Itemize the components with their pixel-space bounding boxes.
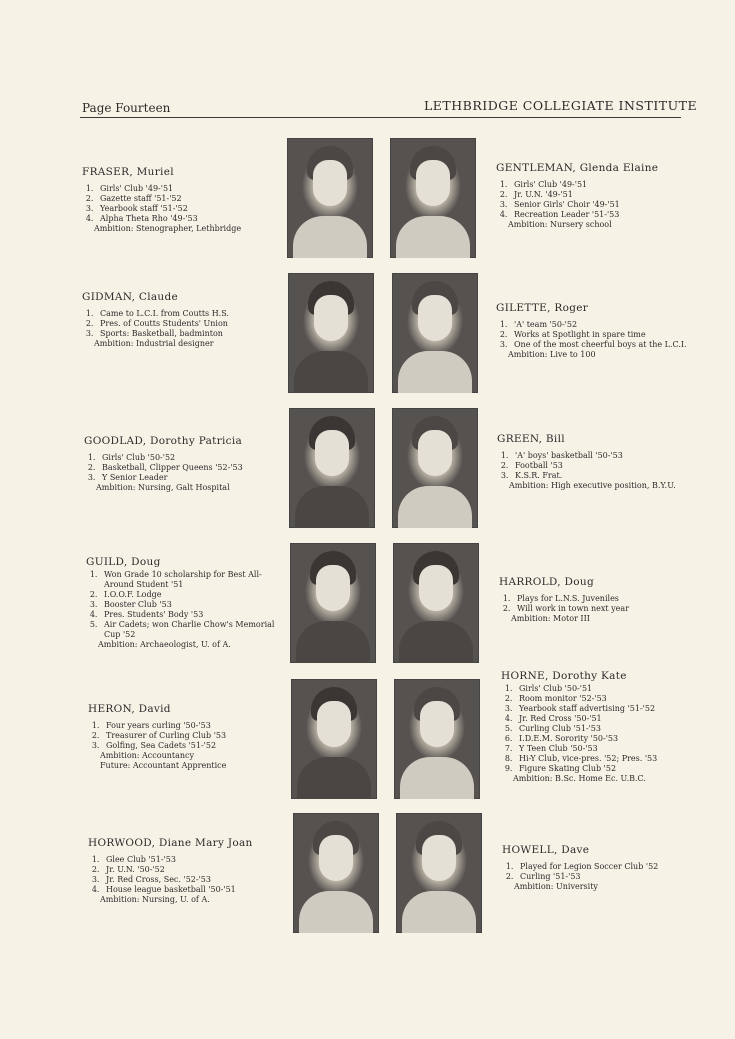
activity-item: 1. Won Grade 10 scholarship for Best All-Around Student '51 [100, 570, 284, 590]
student-portrait [289, 408, 375, 528]
student-name: HORWOOD, Diane Mary Joan [88, 837, 253, 849]
activity-item: 1. Glee Club '51-'53 [102, 855, 288, 865]
activity-item: 2. Jr. U.N. '50-'52 [102, 865, 288, 875]
activity-item: 2. Works at Spotlight in spare time [510, 330, 696, 340]
student-entry [82, 291, 282, 349]
student-name: GENTLEMAN, Glenda Elaine [496, 162, 659, 174]
student-entry [84, 435, 284, 493]
ambition: Ambition: B.Sc. Home Ec. U.B.C. [513, 774, 646, 783]
activity-item: 4. Alpha Theta Rho '49-'53 [96, 214, 282, 224]
activity-item: 7. Y Teen Club '50-'53 [515, 744, 701, 754]
activity-item: 3. Sports: Basketball, badminton [96, 329, 282, 339]
student-portrait [394, 679, 480, 799]
activity-item: 3. Senior Girls' Choir '49-'51 [510, 200, 696, 210]
activity-item: 4. House league basketball '50-'51 [102, 885, 288, 895]
activity-item: 8. Hi-Y Club, vice-pres. '52; Pres. '53 [515, 754, 701, 764]
activity-item: 2. I.O.O.F. Lodge [100, 590, 284, 600]
student-name: GREEN, Bill [497, 433, 565, 445]
student-name: HORNE, Dorothy Kate [501, 670, 627, 682]
ambition: Ambition: University [514, 882, 598, 891]
student-entry [501, 670, 701, 784]
activity-item: 2. Jr. U.N. '49-'51 [510, 190, 696, 200]
student-name: HARROLD, Doug [499, 576, 594, 588]
activity-item: 4. Pres. Students' Body '53 [100, 610, 284, 620]
student-portrait [392, 273, 478, 393]
ambition: Ambition: Nursing, U. of A. [100, 895, 210, 904]
student-entry [88, 837, 288, 905]
student-portrait [288, 273, 374, 393]
student-name: GILETTE, Roger [496, 302, 589, 314]
student-name: FRASER, Muriel [82, 166, 174, 178]
activity-item: 3. Y Senior Leader [98, 473, 284, 483]
activity-item: 1. Girls' Club '50-'51 [515, 684, 701, 694]
activity-item: 1. Played for Legion Soccer Club '52 [516, 862, 702, 872]
student-entry [497, 433, 697, 491]
ambition: Ambition: Stenographer, Lethbridge [94, 224, 242, 233]
activity-item: 9. Figure Skating Club '52 [515, 764, 701, 774]
student-entry [88, 703, 288, 771]
activity-item: 2. Pres. of Coutts Students' Union [96, 319, 282, 329]
ambition: Ambition: Motor III [511, 614, 590, 623]
activity-item: 3. Yearbook staff advertising '51-'52 [515, 704, 701, 714]
activity-item: 1. Came to L.C.I. from Coutts H.S. [96, 309, 282, 319]
student-entry [82, 166, 282, 234]
activity-item: 3. Golfing, Sea Cadets '51-'52 [102, 741, 288, 751]
activity-item: 3. Jr. Red Cross, Sec. '52-'53 [102, 875, 288, 885]
ambition: Ambition: Nursing, Galt Hospital [96, 483, 230, 492]
activity-item: 2. Will work in town next year [513, 604, 699, 614]
activity-item: 5. Curling Club '51-'53 [515, 724, 701, 734]
ambition: Ambition: Accountancy [100, 751, 195, 760]
activity-item: 2. Room monitor '52-'53 [515, 694, 701, 704]
future-plan: Future: Accountant Apprentice [100, 761, 227, 770]
activity-item: 2. Football '53 [511, 461, 697, 471]
header-rule [80, 117, 681, 118]
activity-item: 5. Air Cadets; won Charlie Chow's Memorial Cup '52 [100, 620, 284, 640]
student-name: GOODLAD, Dorothy Patricia [84, 435, 243, 447]
ambition: Ambition: Live to 100 [508, 350, 596, 359]
activity-item: 3. Yearbook staff '51-'52 [96, 204, 282, 214]
activity-item: 2. Treasurer of Curling Club '53 [102, 731, 288, 741]
activity-item: 1. Girls' Club '49-'51 [510, 180, 696, 190]
student-portrait [390, 138, 476, 258]
student-portrait [393, 543, 479, 663]
activity-item: 3. Booster Club '53 [100, 600, 284, 610]
student-entry [86, 556, 284, 650]
activity-item: 1. Four years curling '50-'53 [102, 721, 288, 731]
student-entry [496, 162, 696, 230]
activity-item: 1. Girls' Club '50-'52 [98, 453, 284, 463]
student-entry [499, 576, 699, 624]
ambition: Ambition: Archaeologist, U. of A. [98, 640, 231, 649]
ambition: Ambition: Industrial designer [94, 339, 214, 348]
student-portrait [396, 813, 482, 933]
student-entry [502, 844, 702, 892]
activity-item: 1. Plays for L.N.S. Juveniles [513, 594, 699, 604]
activity-item: 4. Recreation Leader '51-'53 [510, 210, 696, 220]
activity-item: 3. One of the most cheerful boys at the L.C.I. [510, 340, 696, 350]
ambition: Ambition: High executive position, B.Y.U. [509, 481, 676, 490]
activity-item: 2. Curling '51-'53 [516, 872, 702, 882]
activity-item: 2. Basketball, Clipper Queens '52-'53 [98, 463, 284, 473]
ambition: Ambition: Nursery school [508, 220, 612, 229]
student-name: HERON, David [88, 703, 171, 715]
activity-item: 1. 'A' boys' basketball '50-'53 [511, 451, 697, 461]
activity-item: 2. Gazette staff '51-'52 [96, 194, 282, 204]
student-portrait [291, 679, 377, 799]
activity-item: 1. 'A' team '50-'52 [510, 320, 696, 330]
student-portrait [293, 813, 379, 933]
student-portrait [287, 138, 373, 258]
activity-item: 6. I.D.E.M. Sorority '50-'53 [515, 734, 701, 744]
student-name: HOWELL, Dave [502, 844, 590, 856]
activity-item: 1. Girls' Club '49-'51 [96, 184, 282, 194]
school-name: LETHBRIDGE COLLEGIATE INSTITUTE [424, 98, 698, 113]
student-name: GUILD, Doug [86, 556, 161, 568]
activity-item: 4. Jr. Red Cross '50-'51 [515, 714, 701, 724]
page-number: Page Fourteen [82, 101, 171, 115]
student-portrait [290, 543, 376, 663]
student-name: GIDMAN, Claude [82, 291, 179, 303]
activity-item: 3. K.S.R. Frat. [511, 471, 697, 481]
student-entry [496, 302, 696, 360]
student-portrait [392, 408, 478, 528]
